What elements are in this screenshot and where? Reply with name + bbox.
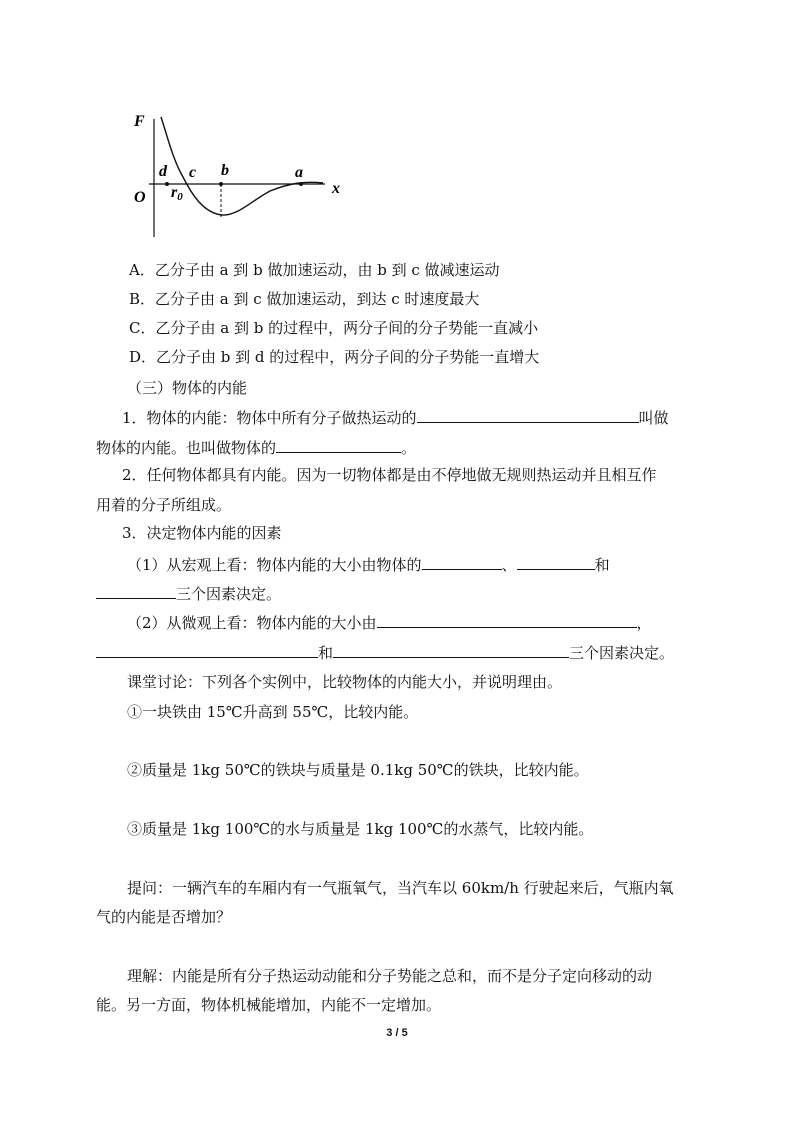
macro-and: 和 (594, 556, 610, 574)
item1-text-d: 。 (401, 439, 417, 457)
item3-macro-line1 (127, 554, 610, 575)
point-c-label: c (189, 164, 197, 181)
y-axis-label: F (134, 113, 145, 130)
item3-micro-line1 (127, 612, 652, 633)
item1-text-a: 1．物体的内能：物体中所有分子做热运动的 (122, 409, 417, 427)
item2-line1: 2．任何物体都具有内能。因为一切物体都是由不停地做无规则热运动并且相互作 (122, 466, 657, 484)
macro-sep: 、 (501, 556, 517, 574)
macro-blank-3 (96, 583, 176, 599)
item1-text-b: 叫做 (638, 409, 669, 427)
question-line2: 气的内能是否增加？ (96, 908, 232, 926)
page-number: 3 / 5 (386, 1027, 408, 1039)
micro-blank-3 (333, 642, 569, 658)
point-a-dot (299, 182, 303, 186)
point-a-label: a (295, 164, 303, 181)
micro-end: 三个因素决定。 (569, 644, 675, 662)
discussion-intro: 课堂讨论：下列各个实例中，比较物体的内能大小，并说明理由。 (127, 673, 563, 691)
option-b: B．乙分子由 a 到 c 做加速运动，到达 c 时速度最大 (129, 290, 480, 308)
point-d-label: d (159, 163, 167, 180)
micro-blank-1 (377, 612, 637, 628)
item3-title: 3．决定物体内能的因素 (122, 524, 282, 542)
section-title: （三）物体的内能 (127, 379, 248, 397)
item3-micro-line2 (96, 642, 674, 663)
item3-macro-line2 (96, 583, 281, 604)
macro-blank-1 (422, 554, 502, 570)
micro-and: 和 (318, 644, 334, 662)
option-a: A．乙分子由 a 到 b 做加速运动，由 b 到 c 做减速运动 (129, 261, 500, 279)
macro-blank-2 (517, 554, 595, 570)
discussion-q2: ②质量是 1kg 50℃的铁块与质量是 0.1kg 50℃的铁块，比较内能。 (127, 761, 589, 779)
item1-line1 (122, 407, 669, 428)
micro-blank-2 (96, 642, 318, 658)
item1-line2 (96, 437, 416, 458)
point-d-dot (165, 182, 169, 186)
question-line1: 提问：一辆汽车的车厢内有一气瓶氧气，当汽车以 60km/h 行驶起来后，气瓶内氧 (127, 879, 674, 897)
item1-blank-1 (417, 407, 639, 423)
understanding-line1: 理解：内能是所有分子热运动动能和分子势能之总和，而不是分子定向移动的动 (127, 967, 653, 985)
point-b-dot (219, 182, 223, 186)
item2-line2: 用着的分子所组成。 (96, 496, 232, 514)
force-distance-graph (125, 105, 355, 240)
understanding-line2: 能。另一方面，物体机械能增加，内能不一定增加。 (96, 996, 442, 1014)
x-axis-label: x (332, 180, 340, 197)
item1-text-c: 物体的内能。也叫做物体的 (96, 439, 277, 457)
origin-label: O (134, 189, 146, 206)
point-b-label: b (221, 162, 229, 179)
discussion-q3: ③质量是 1kg 100℃的水与质量是 1kg 100℃的水蒸气，比较内能。 (127, 820, 594, 838)
macro-text: （1）从宏观上看：物体内能的大小由物体的 (127, 556, 422, 574)
discussion-q1: ①一块铁由 15℃升高到 55℃，比较内能。 (127, 703, 419, 721)
micro-text: （2）从微观上看：物体内能的大小由 (127, 614, 377, 632)
r0-label: r0 (171, 184, 183, 203)
option-c: C．乙分子由 a 到 b 的过程中，两分子间的分子势能一直减小 (129, 319, 539, 337)
micro-comma: ， (636, 614, 652, 632)
macro-end: 三个因素决定。 (176, 585, 282, 603)
item1-blank-2 (276, 437, 401, 453)
option-d: D．乙分子由 b 到 d 的过程中，两分子间的分子势能一直增大 (129, 348, 540, 366)
